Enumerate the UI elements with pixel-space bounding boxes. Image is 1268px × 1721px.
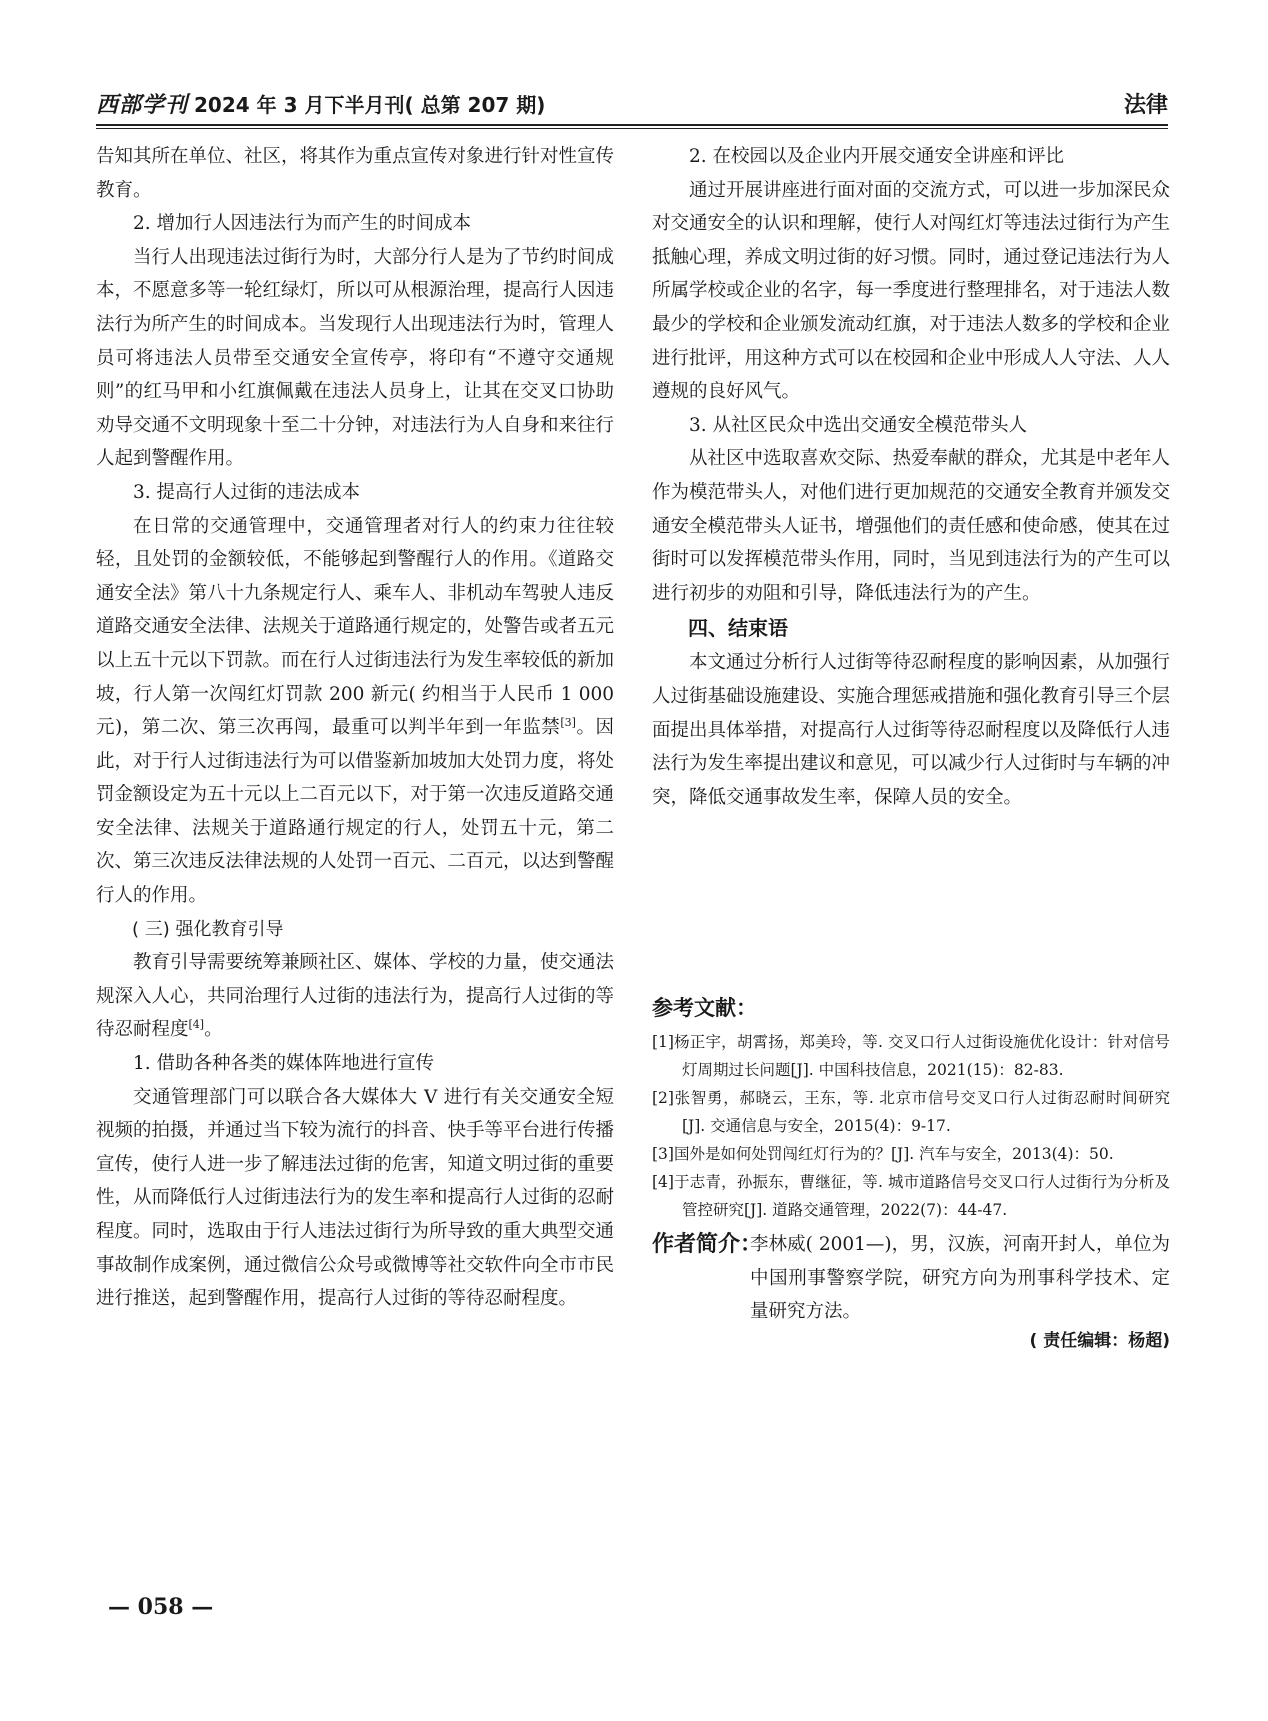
journal-logo: 西部学刊 [96, 92, 189, 118]
right-column [652, 140, 1170, 814]
responsible-editor: ( 责任编辑：杨超) [1029, 1331, 1170, 1351]
paragraph-text: 本文通过分析行人过街等待忍耐程度的影响因素，从加强行人过街基础设施建设、实施合理惩戒措施和强化教育引导三个层面提出具体举措，对提高行人过街等待忍耐程度以及降低行人违法行为发生率提出建议和意见，可以减少行人过街时与车辆的冲突，降低交通事故发生率，保障人员的安全。 [652, 652, 1171, 808]
paragraph [96, 476, 614, 510]
paragraph [96, 1081, 614, 1316]
paragraph [96, 510, 614, 913]
issue-info: 2024 年 3 月下半月刊( 总第 207 期) [194, 93, 546, 117]
paragraph-text: 3. 从社区民众中选出交通安全模范带头人 [689, 414, 1028, 436]
paragraph-text: ( 三) 强化教育引导 [132, 918, 284, 940]
header-rule-thin [96, 128, 1168, 129]
paragraph-text: 3. 提高行人过街的违法成本 [133, 481, 361, 503]
paragraph [652, 646, 1170, 814]
paragraph-text: 。 [204, 1019, 223, 1041]
paragraph-text: 在日常的交通管理中，交通管理者对行人的约束力往往较轻，且处罚的金额较低，不能够起到警醒行人的作用。《道路交通安全法》第八十九条规定行人、乘车人、非机动车驾驶人违反道路交通安全法律、法规关于道路通行规定的，处警告或者五元以上五十元以下罚款。而在行人过街违法行为发生率较低的新加坡，行人第一次闯红灯罚款 200 新元( 约相当于人民币 1 000 元)，第二次、第三次再闯，最重可以判半年到一年监禁 [96, 515, 615, 739]
paragraph [652, 409, 1170, 443]
paragraph-text: 四、结束语 [688, 616, 788, 641]
paragraph [652, 442, 1170, 610]
paragraph-text: 。因此，对于行人过街违法行为可以借鉴新加坡加大处罚力度，将处罚金额设定为五十元以上二百元以下，对于第一次违反道路交通安全法律、法规关于道路通行规定的行人，处罚五十元，第二次、第三次违反法律法规的人处罚一百元、二百元，以达到警醒行人的作用。 [96, 717, 615, 907]
paragraph-text: 从社区中选取喜欢交际、热爱奉献的群众，尤其是中老年人作为模范带头人，对他们进行更加规范的交通安全教育并颁发交通安全模范带头人证书，增强他们的责任感和使命感，使其在过街时可以发挥模范带头作用，同时，当见到违法行为的产生可以进行初步的劝阻和引导，降低违法行为的产生。 [652, 448, 1171, 604]
paragraph [96, 140, 614, 207]
paragraph-text: 通过开展讲座进行面对面的交流方式，可以进一步加深民众对交通安全的认识和理解，使行人对闯红灯等违法过街行为产生抵触心理，养成文明过街的好习惯。同时，通过登记违法行为人所属学校或企业的名字，每一季度进行整理排名，对于违法人数最少的学校和企业颁发流动红旗，对于违法人数多的学校和企业进行批评，用这种方式可以在校园和企业中形成人人守法、人人遵规的良好风气。 [652, 179, 1171, 403]
author-label: 作者简介： [652, 1232, 763, 1257]
section-name: 法律 [1123, 93, 1168, 118]
reference-item: [1]杨正宇，胡霄扬，郑美玲，等. 交叉口行人过街设施优化设计：针对信号灯周期过长问题[J]. 中国科技信息，2021(15)：82-83. [652, 1033, 1170, 1079]
left-column [96, 140, 614, 1316]
paragraph [652, 140, 1170, 174]
page-header [96, 88, 1168, 124]
references-title: 参考文献： [652, 996, 757, 1020]
paragraph [96, 207, 614, 241]
paragraph-text: 2. 在校园以及企业内开展交通安全讲座和评比 [689, 146, 1065, 167]
citation-marker: [4] [188, 1018, 205, 1032]
citation-marker: [3] [560, 715, 576, 729]
author-bio [652, 1228, 1170, 1329]
paragraph [652, 174, 1170, 409]
references-list [652, 1028, 1170, 1224]
paragraph [96, 241, 614, 476]
paragraph [96, 946, 614, 1047]
paragraph [96, 1047, 614, 1081]
section-heading [652, 610, 1170, 646]
paragraph-text: 告知其所在单位、社区，将其作为重点宣传对象进行针对性宣传教育。 [96, 146, 615, 201]
paragraph-text: 1. 借助各种各类的媒体阵地进行宣传 [133, 1053, 435, 1075]
paragraph-text: 交通管理部门可以联合各大媒体大 V 进行有关交通安全短视频的拍摄，并通过当下较为流行的抖音、快手等平台进行传播宣传，使行人进一步了解违法过街的危害，知道文明过街的重要性，从而降低行人过街违法行为的发生率和提高行人过街的忍耐程度。同时，选取由于行人违法过街行为所导致的重大典型交通事故制作成案例，通过微信公众号或微博等社交软件向全市市民进行推送，起到警醒作用，提高行人过街的等待忍耐程度。 [96, 1086, 615, 1310]
paragraph-text: 当行人出现违法过街行为时，大部分行人是为了节约时间成本，不愿意多等一轮红绿灯，所以可从根源治理，提高行人因违法行为所产生的时间成本。当发现行人出现违法行为时，管理人员可将违法人员带至交通安全宣传亭，将印有“不遵守交通规则”的红马甲和小红旗佩戴在违法人员身上，让其在交叉口协助劝导交通不文明现象十至二十分钟，对违法行为人自身和来往行人起到警醒作用。 [96, 246, 615, 470]
paragraph-text: 教育引导需要统筹兼顾社区、媒体、学校的力量，使交通法规深入人心，共同治理行人过街的违法行为，提高行人过街的等待忍耐程度 [96, 952, 615, 1041]
subsection-heading [96, 913, 614, 947]
reference-item: [3]国外是如何处罚闯红灯行为的？[J]. 汽车与安全，2013(4)：50. [652, 1145, 1114, 1163]
author-text: 李林威( 2001—)，男，汉族，河南开封人，单位为中国刑事警察学院，研究方向为刑事科学技术、定量研究方法。 [750, 1234, 1170, 1323]
paragraph-text: 2. 增加行人因违法行为而产生的时间成本 [133, 213, 472, 235]
reference-item: [4]于志青，孙振东，曹继征，等. 城市道路信号交叉口行人过街行为分析及管控研究[J]. 道路交通管理，2022(7)：44-47. [652, 1173, 1170, 1219]
page-number: — 058 — [108, 1594, 214, 1620]
reference-item: [2]张智勇，郝晓云，王东，等. 北京市信号交叉口行人过街忍耐时间研究[J]. 交通信息与安全，2015(4)：9-17. [652, 1089, 1170, 1135]
header-rule [96, 124, 1168, 126]
